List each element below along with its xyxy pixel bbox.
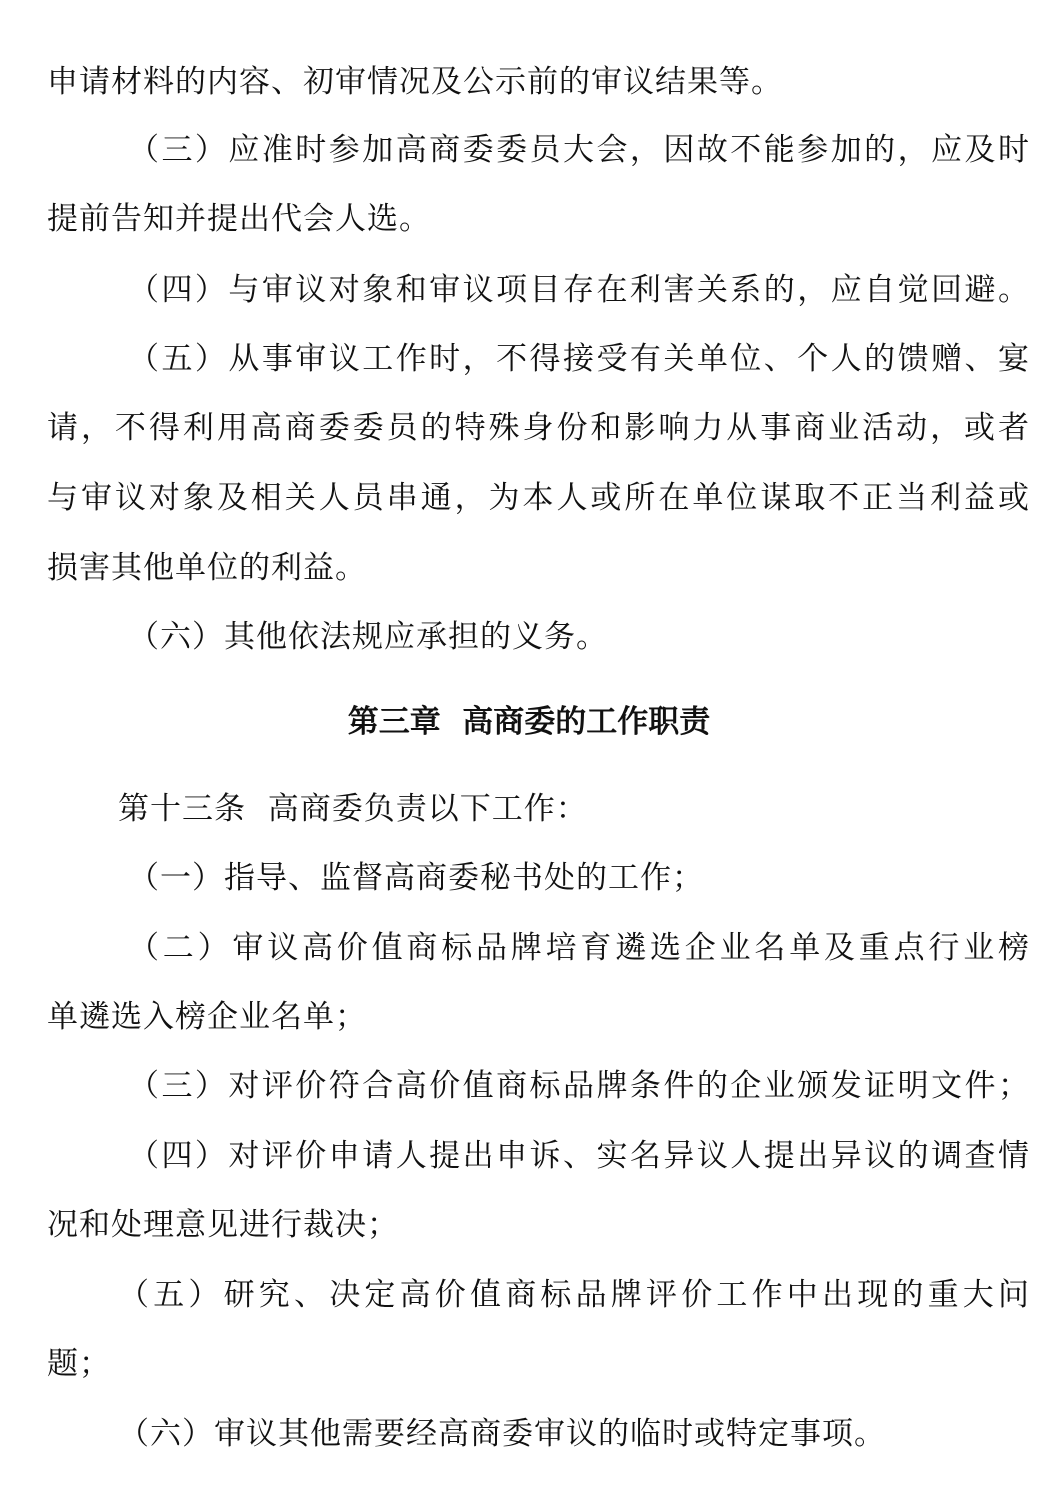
chapter3-item6: （六）审议其他需要经高商委审议的临时或特定事项。 xyxy=(118,1416,886,1452)
chapter2-item5-line2: 请，不得利用高商委委员的特殊身份和影响力从事商业活动，或者 xyxy=(47,410,1030,446)
chapter3-item2-line2: 单遴选入榜企业名单； xyxy=(47,999,367,1035)
chapter2-item5-line1: （五）从事审议工作时，不得接受有关单位、个人的馈赠、宴 xyxy=(128,341,1030,377)
chapter3-item4-line2: 况和处理意见进行裁决； xyxy=(47,1207,399,1243)
chapter2-item2-line2: 申请材料的内容、初审情况及公示前的审议结果等。 xyxy=(47,64,783,100)
chapter2-item5-line4: 损害其他单位的利益。 xyxy=(47,550,367,586)
chapter3-item2-line1: （二）审议高价值商标品牌培育遴选企业名单及重点行业榜 xyxy=(128,930,1030,966)
chapter2-item4: （四）与审议对象和审议项目存在利害关系的，应自觉回避。 xyxy=(128,272,1030,308)
chapter3-item3: （三）对评价符合高价值商标品牌条件的企业颁发证明文件； xyxy=(128,1068,1030,1104)
chapter3-item5-line1: （五）研究、决定高价值商标品牌评价工作中出现的重大问 xyxy=(118,1277,1030,1313)
chapter3-item1: （一）指导、监督高商委秘书处的工作； xyxy=(128,860,704,896)
chapter2-item5-line3: 与审议对象及相关人员串通，为本人或所在单位谋取不正当利益或 xyxy=(47,480,1030,516)
chapter3-item4-line1: （四）对评价申请人提出申诉、实名异议人提出异议的调查情 xyxy=(128,1138,1030,1174)
chapter2-item6: （六）其他依法规应承担的义务。 xyxy=(128,619,608,655)
chapter3-item5-line2: 题； xyxy=(47,1346,111,1382)
chapter2-item3-line1: （三）应准时参加高商委委员大会，因故不能参加的，应及时 xyxy=(128,132,1030,168)
chapter3-heading: 第三章 高商委的工作职责 xyxy=(347,704,711,740)
chapter2-item3-line2: 提前告知并提出代会人选。 xyxy=(47,201,431,237)
article13-title: 第十三条 高商委负责以下工作： xyxy=(118,791,588,827)
